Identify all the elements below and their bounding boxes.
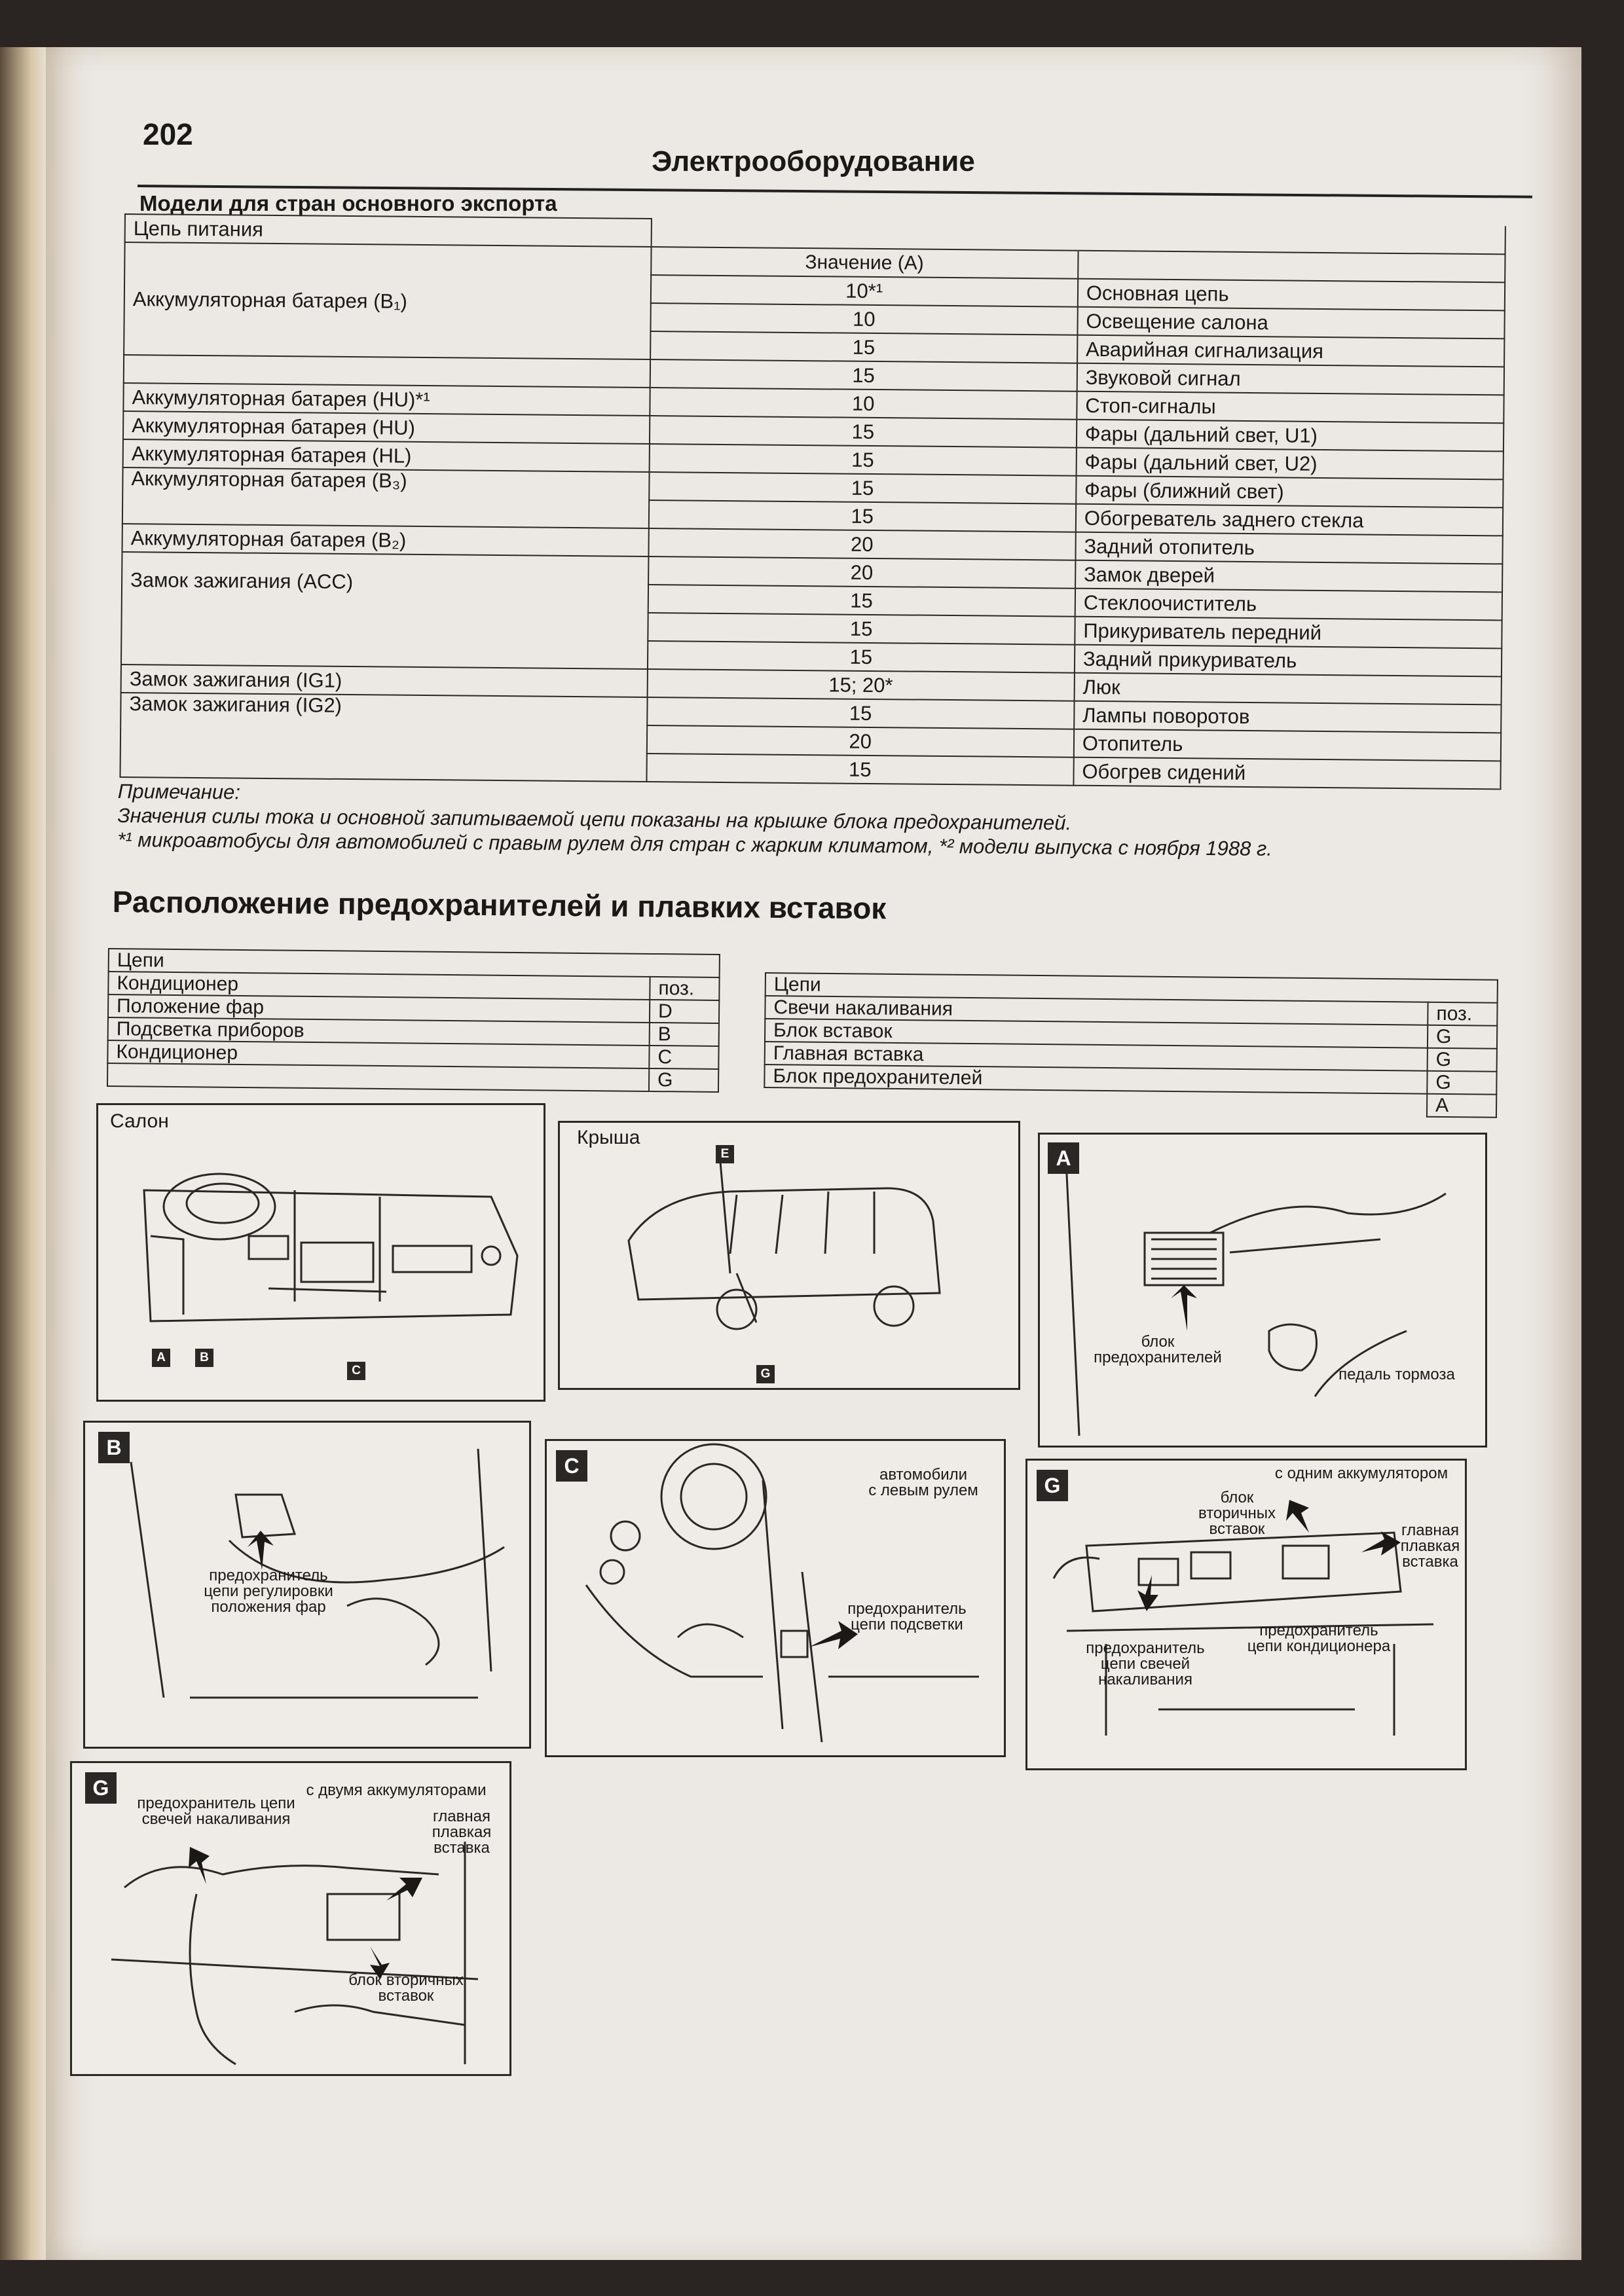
- value-cell: 15: [648, 585, 1075, 617]
- circuit-cell: Аварийная сигнализация: [1077, 335, 1505, 367]
- main-fusible-link-label: главная плавкая вставка: [432, 1808, 492, 1857]
- value-cell: 15: [647, 697, 1075, 729]
- panel-g-dual-battery: [70, 1761, 511, 2076]
- circuit-cell: Обогрев сидений: [1073, 757, 1501, 790]
- pos-cell: D: [650, 1000, 719, 1023]
- circuit-name: Положение фар: [108, 994, 650, 1023]
- page-number: 202: [143, 117, 193, 151]
- callout-g: G: [756, 1365, 775, 1383]
- circuit-name: Свечи накаливания: [765, 996, 1428, 1025]
- circuit-cell: Стеклоочиститель: [1075, 589, 1502, 621]
- circuit-name: Кондиционер: [108, 972, 650, 1000]
- pos-cell: G: [1428, 1048, 1497, 1072]
- panel-c-tag: C: [556, 1450, 587, 1482]
- value-cell: 10: [650, 303, 1078, 335]
- value-cell: 15: [648, 500, 1076, 532]
- value-cell: 15: [650, 359, 1077, 392]
- value-cell: 15: [649, 444, 1077, 476]
- circuit-cell: Основная цепь: [1078, 279, 1505, 311]
- dual-battery-title: с двумя аккумуляторами: [306, 1781, 487, 1799]
- circuit-cell: Звуковой сигнал: [1077, 363, 1504, 395]
- panel-a-drawing: [1040, 1135, 1485, 1446]
- secondary-block-label: блок вторичных вставок: [348, 1971, 464, 2005]
- circuit-cell: Задний отопитель: [1075, 532, 1503, 564]
- circuit-name: [107, 1063, 649, 1091]
- panel-a-tag: A: [1048, 1142, 1079, 1174]
- pos-header: поз.: [650, 977, 719, 1000]
- value-cell: 15: [646, 754, 1074, 786]
- circuit-cell: Лампы поворотов: [1074, 701, 1502, 733]
- panel-b-tag: B: [98, 1432, 130, 1463]
- circuit-name: Кондиционер: [107, 1040, 649, 1068]
- supply-cell: Аккумуляторная батарея (HU): [123, 411, 650, 444]
- circuit-cell: Прикуриватель передний: [1075, 617, 1502, 649]
- circuit-cell: Освещение салона: [1077, 307, 1505, 339]
- circuit-cell: Люк: [1074, 673, 1502, 705]
- circuit-cell: Обогреватель заднего стекла: [1076, 504, 1504, 536]
- circuit-cell: Замок дверей: [1075, 560, 1503, 592]
- supply-cell: Аккумуляторная батарея (B₂): [122, 524, 648, 556]
- pos-cell: G: [1428, 1025, 1497, 1049]
- table-note: [117, 779, 1272, 861]
- brake-pedal-label: педаль тормоза: [1338, 1366, 1455, 1383]
- pos-cell: G: [649, 1068, 718, 1092]
- panel-a-fuse-block: [1038, 1133, 1487, 1448]
- supply-cell: Замок зажигания (IG2): [120, 693, 647, 782]
- fuse-block-label: блок предохранителей: [1094, 1333, 1222, 1366]
- value-cell: 20: [646, 725, 1074, 757]
- circuit-name: Подсветка приборов: [108, 1017, 650, 1046]
- pos-cell: C: [649, 1046, 718, 1069]
- fuse-ratings-table: [119, 213, 1505, 790]
- circuit-cell: Фары (дальний свет, U1): [1077, 420, 1504, 452]
- circuit-cell: Отопитель: [1074, 729, 1502, 761]
- ac-fuse-label: предохранитель цепи кондиционера: [1247, 1622, 1391, 1655]
- col-header-value: Значение (А): [651, 247, 1079, 279]
- value-cell: 20: [648, 556, 1076, 589]
- circuit-name: Блок предохранителей: [764, 1065, 1427, 1094]
- secondary-block-label: блок вторичных вставок: [1198, 1489, 1276, 1538]
- col-header: Цепи: [766, 973, 1498, 1003]
- van-drawing: [560, 1123, 1018, 1388]
- col-header: Цепи: [109, 949, 720, 977]
- note-line-1: Значения силы тока и основной запитываемой цепи показаны на крышке блока предохранителей.: [117, 803, 1072, 835]
- circuit-cell: Фары (дальний свет, U2): [1076, 448, 1504, 480]
- panel-c-backlight-fuse: [545, 1439, 1006, 1757]
- salon-diagram: [96, 1103, 545, 1402]
- note-label: Примечание:: [117, 780, 241, 804]
- circuit-name: Главная вставка: [765, 1042, 1428, 1071]
- note-footnote-1: *¹ микроавтобусы для автомобилей с правым рулем для стран с жарким климатом,: [117, 828, 940, 858]
- backlight-fuse-label: предохранитель цепи подсветки: [847, 1600, 967, 1633]
- callout-b: B: [195, 1349, 213, 1367]
- location-section-title: Расположение предохранителей и плавких вставок: [112, 884, 887, 926]
- single-battery-title: с одним аккумулятором: [1274, 1465, 1449, 1482]
- callout-a: A: [152, 1349, 170, 1367]
- export-section-title: Модели для стран основного экспорта: [139, 191, 557, 215]
- callout-c: C: [347, 1362, 365, 1380]
- pos-cell: B: [650, 1023, 719, 1046]
- supply-cell: Замок зажигания (ACC): [121, 552, 648, 669]
- supply-cell: Аккумуляторная батарея (B₃): [122, 467, 649, 528]
- book-spine: [0, 47, 51, 2260]
- glow-plug-fuse-label: предохранитель цепи свечей накаливания: [137, 1795, 295, 1828]
- main-fusible-link-label: главная плавкая вставка: [1400, 1522, 1460, 1571]
- right-location-table: [764, 972, 1498, 1118]
- circuit-cell: Задний прикуриватель: [1075, 645, 1502, 677]
- value-cell: 15: [648, 641, 1075, 673]
- value-cell: 15; 20*: [647, 669, 1075, 701]
- supply-cell: Аккумуляторная батарея (HU)*¹: [123, 383, 650, 416]
- chapter-title: Электрооборудование: [652, 145, 975, 177]
- left-location-table: [107, 948, 720, 1093]
- note-footnote-2: *² модели выпуска с ноября 1988 г.: [938, 834, 1273, 860]
- glow-plug-fuse-label: предохранитель цепи свечей накаливания: [1086, 1639, 1205, 1688]
- panel-g1-tag: G: [1037, 1470, 1068, 1501]
- supply-cell: Аккумуляторная батарея (HL): [123, 439, 650, 472]
- col-header-circuit: Цепь питания: [125, 214, 652, 247]
- panel-b-headlamp-fuse: [83, 1421, 531, 1749]
- value-cell: 15: [648, 613, 1075, 645]
- value-cell: 15: [649, 472, 1077, 504]
- roof-title: Крыша: [577, 1127, 640, 1148]
- headlamp-fuse-label: предохранитель цепи регулировки положения фар: [204, 1567, 333, 1616]
- supply-cell: Аккумуляторная батарея (B₁): [124, 242, 651, 359]
- roof-diagram: [558, 1121, 1020, 1390]
- circuit-name: Блок вставок: [765, 1019, 1428, 1048]
- value-cell: 15: [650, 331, 1078, 363]
- supply-cell: Замок зажигания (IG1): [121, 665, 648, 697]
- left-hand-drive-label: автомобили с левым рулем: [868, 1466, 978, 1499]
- panel-g2-tag: G: [85, 1772, 117, 1804]
- panel-g-single-battery: [1025, 1459, 1467, 1770]
- value-cell: 15: [650, 416, 1077, 448]
- value-cell: 20: [648, 528, 1076, 560]
- circuit-cell: Стоп-сигналы: [1077, 392, 1504, 424]
- value-cell: 10*¹: [650, 275, 1078, 307]
- value-cell: 10: [650, 388, 1077, 420]
- pos-cell: A: [1427, 1094, 1496, 1118]
- pos-cell: G: [1427, 1071, 1496, 1095]
- circuit-cell: Фары (ближний свет): [1076, 476, 1504, 508]
- pos-header: поз.: [1428, 1002, 1497, 1026]
- salon-title: Салон: [110, 1110, 169, 1132]
- callout-e: E: [716, 1145, 734, 1163]
